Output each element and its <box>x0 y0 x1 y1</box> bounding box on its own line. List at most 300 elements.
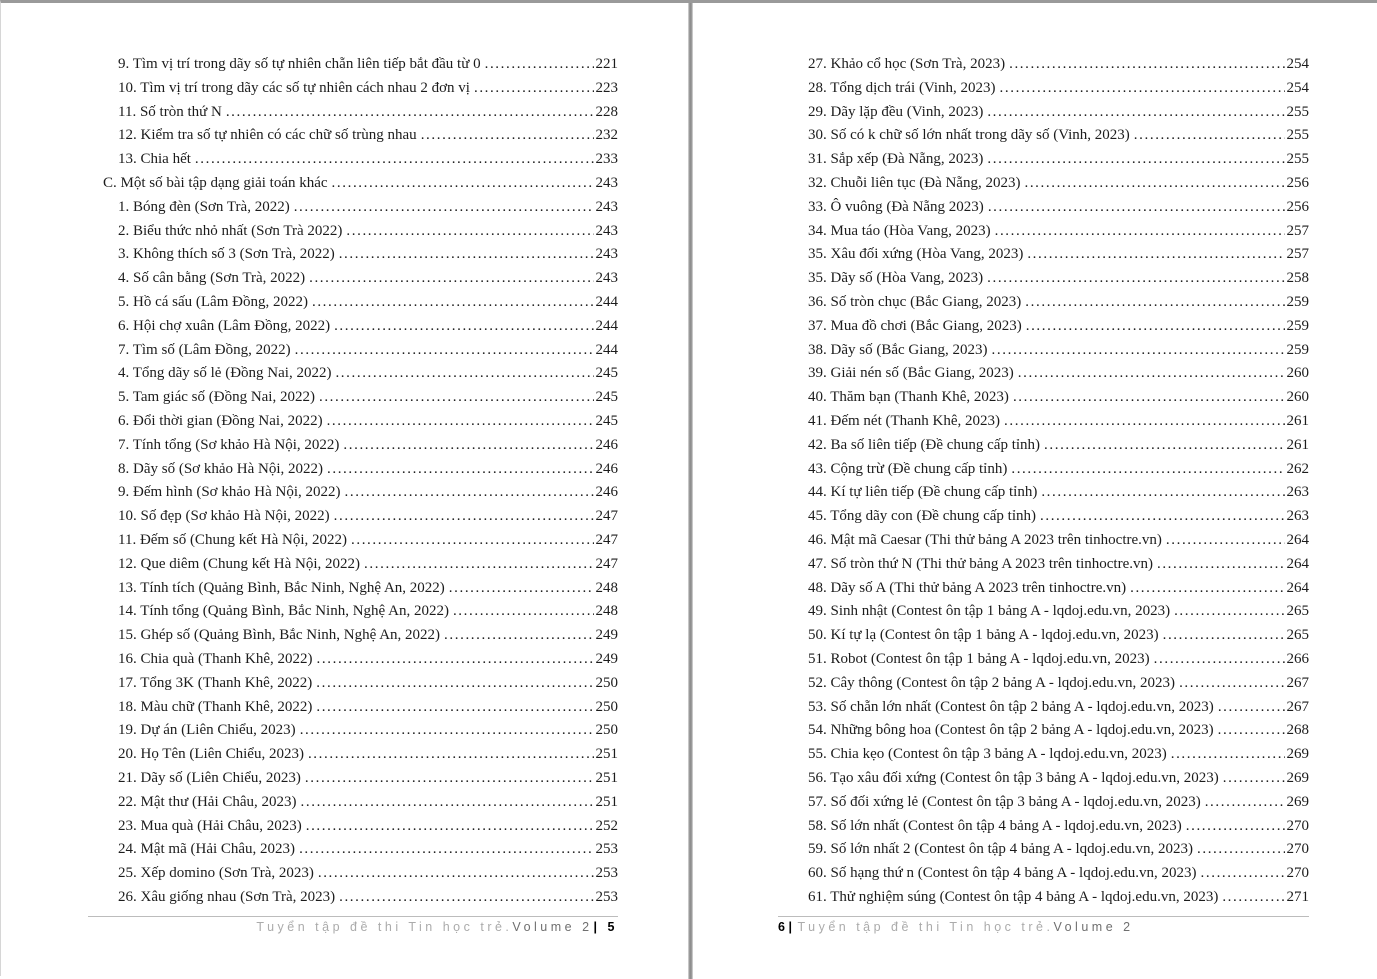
toc-entry[interactable] <box>88 553 618 577</box>
toc-entry-title: 7. Tìm số (Lâm Đồng, 2022) <box>118 341 291 358</box>
toc-entry-page-number: 266 <box>1286 650 1309 667</box>
toc-entry-title: 34. Mua táo (Hòa Vang, 2023) <box>808 222 991 239</box>
toc-leader-dots <box>317 648 594 672</box>
toc-leader-dots <box>995 220 1285 244</box>
toc-entry[interactable] <box>88 886 618 910</box>
toc-entry[interactable] <box>778 767 1309 791</box>
toc-entry-page-number: 263 <box>1286 508 1309 525</box>
toc-leader-dots <box>987 267 1284 291</box>
toc-entry-title: 23. Mua quà (Hải Châu, 2023) <box>118 817 302 834</box>
toc-entry[interactable] <box>778 220 1309 244</box>
toc-leader-dots <box>1171 743 1285 767</box>
toc-entry[interactable] <box>88 291 618 315</box>
toc-entry-page-number: 247 <box>595 531 618 548</box>
toc-entry-page-number: 244 <box>595 341 618 358</box>
toc-entry-page-number: 257 <box>1286 222 1309 239</box>
toc-entry-page-number: 265 <box>1286 627 1309 644</box>
toc-entry-title: 22. Mật thư (Hải Châu, 2023) <box>118 793 297 810</box>
toc-leader-dots <box>346 220 593 244</box>
toc-entry-page-number: 246 <box>595 436 618 453</box>
toc-leader-dots <box>1011 458 1284 482</box>
toc-entry-page-number: 257 <box>1286 246 1309 263</box>
toc-entry[interactable] <box>88 124 618 148</box>
toc-entry-title: 52. Cây thông (Contest ôn tập 2 bảng A - lqdoj.edu.vn, 2023) <box>808 674 1176 691</box>
toc-entry-page-number: 269 <box>1286 769 1309 786</box>
toc-entry-title: 14. Tính tổng (Quảng Bình, Bắc Ninh, Nghệ An, 2022) <box>118 603 449 620</box>
toc-entry-title: 41. Đếm nét (Thanh Khê, 2023) <box>808 412 1001 429</box>
toc-leader-dots <box>444 624 593 648</box>
toc-entry-page-number: 270 <box>1286 817 1309 834</box>
toc-entry-title: 4. Tổng dãy số lẻ (Đồng Nai, 2022) <box>118 365 332 382</box>
toc-leader-dots <box>1163 624 1285 648</box>
toc-entry-title: 59. Số lớn nhất 2 (Contest ôn tập 4 bảng A - lqdoj.edu.vn, 2023) <box>808 841 1193 858</box>
toc-leader-dots <box>343 434 593 458</box>
toc-entry[interactable] <box>778 101 1309 125</box>
toc-leader-dots <box>1154 648 1285 672</box>
toc-entry-title: 6. Đổi thời gian (Đồng Nai, 2022) <box>118 412 323 429</box>
toc-entry-page-number: 253 <box>595 865 618 882</box>
toc-entry-page-number: 264 <box>1286 579 1309 596</box>
toc-entry[interactable] <box>88 172 618 196</box>
toc-entry-page-number: 269 <box>1286 746 1309 763</box>
toc-entry-title: 16. Chia quà (Thanh Khê, 2022) <box>118 650 313 667</box>
footer-page-number: 5 <box>607 920 618 934</box>
toc-leader-dots <box>1026 315 1285 339</box>
toc-leader-dots <box>294 196 594 220</box>
toc-leader-dots <box>987 148 1284 172</box>
footer-page-number: 6 <box>778 920 789 934</box>
toc-entry-title: 26. Xâu giống nhau (Sơn Trà, 2023) <box>118 888 336 905</box>
toc-entry-title: 36. Số tròn chục (Bắc Giang, 2023) <box>808 293 1022 310</box>
toc-leader-dots <box>449 577 594 601</box>
toc-leader-dots <box>1186 815 1285 839</box>
toc-entry-title: 46. Mật mã Caesar (Thi thử bảng A 2023 trên tinhoctre.vn) <box>808 531 1162 548</box>
toc-leader-dots <box>1041 481 1284 505</box>
toc-entry[interactable] <box>88 196 618 220</box>
toc-entry-title: 19. Dự án (Liên Chiểu, 2023) <box>118 722 296 739</box>
toc-entry-page-number: 271 <box>1286 888 1309 905</box>
toc-leader-dots <box>1218 719 1285 743</box>
toc-entry[interactable] <box>88 53 618 77</box>
toc-leader-dots <box>226 101 594 125</box>
toc-entry-page-number: 243 <box>595 174 618 191</box>
toc-entry[interactable] <box>88 696 618 720</box>
toc-entry-title: 49. Sinh nhật (Contest ôn tập 1 bảng A - lqdoj.edu.vn, 2023) <box>808 603 1171 620</box>
toc-entry[interactable] <box>88 220 618 244</box>
toc-leader-dots <box>421 124 594 148</box>
toc-entry-title: 10. Tìm vị trí trong dãy các số tự nhiên cách nhau 2 đơn vị <box>118 79 470 96</box>
toc-entry-title: 37. Mua đồ chơi (Bắc Giang, 2023) <box>808 317 1022 334</box>
toc-entry-page-number: 259 <box>1286 341 1309 358</box>
toc-leader-dots <box>309 267 593 291</box>
toc-entry-page-number: 259 <box>1286 293 1309 310</box>
toc-leader-dots <box>312 291 594 315</box>
toc-entry-page-number: 268 <box>1286 722 1309 739</box>
toc-entry[interactable] <box>778 719 1309 743</box>
toc-entry-title: 10. Số đẹp (Sơ khảo Hà Nội, 2022) <box>118 508 330 525</box>
toc-leader-dots <box>195 148 594 172</box>
toc-entry[interactable] <box>778 77 1309 101</box>
toc-leader-dots <box>1179 672 1284 696</box>
toc-entry-title: 58. Số lớn nhất (Contest ôn tập 4 bảng A - lqdoj.edu.vn, 2023) <box>808 817 1182 834</box>
toc-entry-page-number: 260 <box>1286 389 1309 406</box>
toc-leader-dots <box>339 886 593 910</box>
toc-entry-title: 40. Thăm bạn (Thanh Khê, 2023) <box>808 389 1009 406</box>
toc-entry-title: 4. Số cân bằng (Sơn Trà, 2022) <box>118 270 306 287</box>
toc-entry-title: 24. Mật mã (Hải Châu, 2023) <box>118 841 296 858</box>
toc-entry-title: 11. Số tròn thứ N <box>118 103 222 120</box>
toc-entry[interactable] <box>778 624 1309 648</box>
toc-entry-title: 12. Que diêm (Chung kết Hà Nội, 2022) <box>118 555 361 572</box>
toc-entry-title: 42. Ba số liên tiếp (Đề chung cấp tỉnh) <box>808 436 1041 453</box>
footer-separator: | <box>788 920 796 934</box>
toc-leader-dots <box>1004 410 1284 434</box>
toc-entry-title: 45. Tổng dãy con (Đề chung cấp tỉnh) <box>808 508 1036 525</box>
toc-entry-title: 35. Xâu đối xứng (Hòa Vang, 2023) <box>808 246 1024 263</box>
footer-series-title: Tuyển tập đề thi Tin học trẻ. <box>256 920 513 934</box>
toc-leader-dots <box>1205 791 1285 815</box>
toc-entry-page-number: 248 <box>595 603 618 620</box>
toc-leader-dots <box>1157 553 1285 577</box>
toc-entry-title: 11. Đếm số (Chung kết Hà Nội, 2022) <box>118 531 347 548</box>
toc-entry[interactable] <box>778 886 1309 910</box>
toc-entry[interactable] <box>778 434 1309 458</box>
toc-entry-title: 13. Chia hết <box>118 151 191 168</box>
toc-leader-dots <box>305 767 594 791</box>
toc-entry[interactable] <box>778 529 1309 553</box>
toc-entry-title: 54. Những bông hoa (Contest ôn tập 2 bảng A - lqdoj.edu.vn, 2023) <box>808 722 1214 739</box>
toc-entry[interactable] <box>778 577 1309 601</box>
toc-leader-dots <box>1223 767 1285 791</box>
footer-volume-label: Volume 2 <box>512 920 593 934</box>
toc-entry[interactable] <box>778 481 1309 505</box>
toc-entry[interactable] <box>778 553 1309 577</box>
toc-leader-dots <box>1201 862 1285 886</box>
toc-leader-dots <box>1166 529 1285 553</box>
toc-leader-dots <box>334 505 594 529</box>
toc-entry-page-number: 260 <box>1286 365 1309 382</box>
page-footer-left <box>88 916 618 934</box>
toc-entry-page-number: 259 <box>1286 317 1309 334</box>
toc-entry-page-number: 262 <box>1286 460 1309 477</box>
toc-entry-title: 15. Ghép số (Quảng Bình, Bắc Ninh, Nghệ An, 2022) <box>118 627 441 644</box>
toc-leader-dots <box>364 553 593 577</box>
toc-entry-title: 7. Tính tổng (Sơ khảo Hà Nội, 2022) <box>118 436 340 453</box>
toc-entry-title: 17. Tổng 3K (Thanh Khê, 2022) <box>118 674 313 691</box>
toc-entry-title: 51. Robot (Contest ôn tập 1 bảng A - lqdoj.edu.vn, 2023) <box>808 650 1150 667</box>
toc-entry[interactable] <box>88 838 618 862</box>
toc-leader-dots <box>1018 362 1285 386</box>
toc-entry[interactable] <box>778 196 1309 220</box>
page-divider <box>688 3 693 979</box>
toc-entry-page-number: 254 <box>1286 56 1309 72</box>
toc-leader-dots <box>1174 600 1284 624</box>
toc-entry-title: 38. Dãy số (Bắc Giang, 2023) <box>808 341 988 358</box>
toc-entry[interactable] <box>778 267 1309 291</box>
toc-leader-dots <box>299 838 593 862</box>
toc-entry[interactable] <box>778 124 1309 148</box>
toc-entry[interactable] <box>88 458 618 482</box>
toc-entry[interactable] <box>88 362 618 386</box>
toc-entry-page-number: 254 <box>1286 79 1309 96</box>
toc-entry-page-number: 252 <box>595 817 618 834</box>
toc-leader-dots <box>332 172 594 196</box>
toc-entry[interactable] <box>88 719 618 743</box>
toc-entry[interactable] <box>778 362 1309 386</box>
toc-leader-dots <box>334 315 593 339</box>
toc-leader-dots <box>1027 243 1284 267</box>
toc-entry[interactable] <box>88 243 618 267</box>
toc-entry-title: 31. Sắp xếp (Đà Nẵng, 2023) <box>808 151 984 168</box>
toc-entry[interactable] <box>88 339 618 363</box>
toc-entry-page-number: 265 <box>1286 603 1309 620</box>
toc-entry-title: 9. Tìm vị trí trong dãy số tự nhiên chẵn liên tiếp bắt đầu từ 0 <box>118 56 481 72</box>
toc-entry[interactable] <box>88 767 618 791</box>
toc-leader-dots <box>327 458 594 482</box>
toc-leader-dots <box>301 791 594 815</box>
toc-entry-title: 57. Số đối xứng lẻ (Contest ôn tập 3 bảng A - lqdoj.edu.vn, 2023) <box>808 793 1201 810</box>
toc-entry[interactable] <box>88 743 618 767</box>
toc-entry[interactable] <box>88 600 618 624</box>
toc-entry-page-number: 245 <box>595 412 618 429</box>
toc-entry[interactable] <box>88 386 618 410</box>
toc-entry-page-number: 270 <box>1286 865 1309 882</box>
toc-entry[interactable] <box>778 243 1309 267</box>
toc-entry-title: 5. Hồ cá sấu (Lâm Đồng, 2022) <box>118 293 308 310</box>
toc-entry-page-number: 258 <box>1286 270 1309 287</box>
toc-entry-page-number: 270 <box>1286 841 1309 858</box>
toc-entry[interactable] <box>88 648 618 672</box>
toc-entry-title: 55. Chia kẹo (Contest ôn tập 3 bảng A - lqdoj.edu.vn, 2023) <box>808 746 1167 763</box>
toc-entry-page-number: 232 <box>595 127 618 144</box>
toc-entry[interactable] <box>88 815 618 839</box>
toc-entry[interactable] <box>778 172 1309 196</box>
toc-leader-dots <box>308 743 594 767</box>
footer-separator: | <box>593 920 601 934</box>
toc-entry[interactable] <box>778 672 1309 696</box>
toc-entry-page-number: 243 <box>595 246 618 263</box>
toc-entry-page-number: 255 <box>1286 127 1309 144</box>
toc-entry[interactable] <box>778 53 1309 77</box>
toc-entry[interactable] <box>88 77 618 101</box>
toc-entry[interactable] <box>88 791 618 815</box>
toc-entry-page-number: 251 <box>595 769 618 786</box>
toc-entry[interactable] <box>778 862 1309 886</box>
toc-entry[interactable] <box>88 267 618 291</box>
toc-entry-page-number: 261 <box>1286 436 1309 453</box>
toc-entry-page-number: 246 <box>595 460 618 477</box>
toc-leader-dots <box>1222 886 1284 910</box>
toc-entry-page-number: 228 <box>595 103 618 120</box>
toc-entry-page-number: 248 <box>595 579 618 596</box>
toc-entry-page-number: 267 <box>1286 674 1309 691</box>
toc-entry-title: 50. Kí tự lạ (Contest ôn tập 1 bảng A - lqdoj.edu.vn, 2023) <box>808 627 1159 644</box>
toc-entry-page-number: 253 <box>595 841 618 858</box>
toc-entry-title: 13. Tính tích (Quảng Bình, Bắc Ninh, Nghệ An, 2022) <box>118 579 445 596</box>
toc-leader-dots <box>1197 838 1285 862</box>
toc-entry[interactable] <box>88 148 618 172</box>
toc-entry-page-number: 253 <box>595 888 618 905</box>
toc-entry[interactable] <box>88 315 618 339</box>
toc-entries-right-page <box>778 53 1309 910</box>
toc-entry[interactable] <box>778 505 1309 529</box>
toc-leader-dots <box>300 719 594 743</box>
toc-entry[interactable] <box>778 815 1309 839</box>
toc-entry-title: 20. Họ Tên (Liên Chiểu, 2023) <box>118 746 304 763</box>
toc-leader-dots <box>318 862 594 886</box>
toc-entry-title: 27. Khảo cổ học (Sơn Trà, 2023) <box>808 56 1006 72</box>
toc-leader-dots <box>987 101 1284 125</box>
toc-entry[interactable] <box>778 339 1309 363</box>
toc-leader-dots <box>1009 53 1284 77</box>
toc-leader-dots <box>1000 77 1285 101</box>
toc-leader-dots <box>453 600 594 624</box>
toc-entry-page-number: 250 <box>595 674 618 691</box>
toc-entry-title: 56. Tạo xâu đối xứng (Contest ôn tập 3 bảng A - lqdoj.edu.vn, 2023) <box>808 769 1219 786</box>
toc-leader-dots <box>306 815 594 839</box>
toc-entry-title: 47. Số tròn thứ N (Thi thử bảng A 2023 trên tinhoctre.vn) <box>808 555 1153 572</box>
toc-entry-title: 6. Hội chợ xuân (Lâm Đồng, 2022) <box>118 317 331 334</box>
toc-entry-title: 28. Tổng dịch trái (Vinh, 2023) <box>808 79 996 96</box>
toc-entry-page-number: 256 <box>1286 174 1309 191</box>
toc-entry-title: 5. Tam giác số (Đồng Nai, 2022) <box>118 389 315 406</box>
toc-entry-title: 44. Kí tự liên tiếp (Đề chung cấp tỉnh) <box>808 484 1038 501</box>
toc-leader-dots <box>295 339 594 363</box>
toc-leader-dots <box>474 77 594 101</box>
toc-entry-page-number: 255 <box>1286 103 1309 120</box>
toc-entry[interactable] <box>778 458 1309 482</box>
toc-entry-title: 48. Dãy số A (Thi thử bảng A 2023 trên tinhoctre.vn) <box>808 579 1127 596</box>
toc-entry-page-number: 267 <box>1286 698 1309 715</box>
toc-leader-dots <box>316 672 593 696</box>
toc-entry-title: 53. Số chẵn lớn nhất (Contest ôn tập 2 bảng A - lqdoj.edu.vn, 2023) <box>808 698 1214 715</box>
toc-entry-title: 25. Xếp domino (Sơn Trà, 2023) <box>118 865 314 882</box>
toc-entry-page-number: 223 <box>595 79 618 96</box>
toc-leader-dots <box>1013 386 1285 410</box>
toc-entry[interactable] <box>88 529 618 553</box>
toc-entry-page-number: 244 <box>595 317 618 334</box>
toc-entry-page-number: 251 <box>595 793 618 810</box>
toc-entry-page-number: 245 <box>595 365 618 382</box>
toc-entry-title: 21. Dãy số (Liên Chiểu, 2023) <box>118 769 301 786</box>
toc-entry-title: 35. Dãy số (Hòa Vang, 2023) <box>808 270 984 287</box>
toc-entry[interactable] <box>88 505 618 529</box>
toc-entry-page-number: 246 <box>595 484 618 501</box>
toc-leader-dots <box>351 529 594 553</box>
page-footer-right <box>778 916 1309 934</box>
toc-entries-left-page <box>88 53 618 910</box>
toc-entry-page-number: 247 <box>595 555 618 572</box>
toc-entry[interactable] <box>88 577 618 601</box>
toc-leader-dots <box>1130 577 1284 601</box>
toc-entry-title: 12. Kiểm tra số tự nhiên có các chữ số trùng nhau <box>118 127 417 144</box>
toc-entry-page-number: 251 <box>595 746 618 763</box>
toc-entry-title: 39. Giải nén số (Bắc Giang, 2023) <box>808 365 1014 382</box>
toc-entry[interactable] <box>778 743 1309 767</box>
toc-leader-dots <box>345 481 594 505</box>
toc-entry[interactable] <box>88 481 618 505</box>
toc-entry[interactable] <box>778 148 1309 172</box>
toc-entry-page-number: 243 <box>595 198 618 215</box>
toc-leader-dots <box>339 243 594 267</box>
toc-entry-page-number: 245 <box>595 389 618 406</box>
toc-entry[interactable] <box>88 434 618 458</box>
footer-series-title: Tuyển tập đề thi Tin học trẻ. <box>797 920 1054 934</box>
toc-leader-dots <box>316 696 593 720</box>
toc-entry-title: 3. Không thích số 3 (Sơn Trà, 2022) <box>118 246 335 263</box>
toc-entry-page-number: 250 <box>595 722 618 739</box>
toc-entry-title: 33. Ô vuông (Đà Nẵng 2023) <box>808 198 984 215</box>
toc-entry-title: 30. Số có k chữ số lớn nhất trong dãy số (Vinh, 2023) <box>808 127 1130 144</box>
toc-entry[interactable] <box>778 696 1309 720</box>
toc-entry-title: 61. Thử nghiệm súng (Contest ôn tập 4 bảng A - lqdoj.edu.vn, 2023) <box>808 888 1219 905</box>
toc-leader-dots <box>988 196 1285 220</box>
toc-leader-dots <box>319 386 594 410</box>
toc-entry[interactable] <box>88 410 618 434</box>
toc-entry-page-number: 243 <box>595 270 618 287</box>
toc-leader-dots <box>1044 434 1284 458</box>
toc-entry[interactable] <box>778 600 1309 624</box>
toc-entry[interactable] <box>778 791 1309 815</box>
toc-entry-title: 2. Biểu thức nhỏ nhất (Sơn Trà 2022) <box>118 222 343 239</box>
toc-entry-page-number: 249 <box>595 627 618 644</box>
toc-entry[interactable] <box>778 386 1309 410</box>
toc-entry[interactable] <box>778 291 1309 315</box>
toc-entry[interactable] <box>88 862 618 886</box>
toc-entry[interactable] <box>778 648 1309 672</box>
toc-entry[interactable] <box>778 410 1309 434</box>
toc-leader-dots <box>1218 696 1285 720</box>
toc-leader-dots <box>485 53 594 77</box>
toc-entry-page-number: 244 <box>595 293 618 310</box>
toc-entry-page-number: 250 <box>595 698 618 715</box>
toc-entry-page-number: 221 <box>595 56 618 72</box>
toc-leader-dots <box>1040 505 1285 529</box>
toc-leader-dots <box>327 410 594 434</box>
toc-entry-page-number: 255 <box>1286 151 1309 168</box>
toc-entry-title: 43. Cộng trừ (Đề chung cấp tỉnh) <box>808 460 1008 477</box>
toc-entry-page-number: 243 <box>595 222 618 239</box>
toc-entry[interactable] <box>778 838 1309 862</box>
toc-entry-title: 29. Dãy lặp đều (Vinh, 2023) <box>808 103 984 120</box>
toc-leader-dots <box>1134 124 1285 148</box>
toc-leader-dots <box>1025 291 1284 315</box>
toc-leader-dots <box>1024 172 1284 196</box>
toc-entry-title: 60. Số hạng thứ n (Contest ôn tập 4 bảng A - lqdoj.edu.vn, 2023) <box>808 865 1197 882</box>
toc-entry-page-number: 264 <box>1286 555 1309 572</box>
toc-entry[interactable] <box>88 672 618 696</box>
toc-entry-page-number: 233 <box>595 151 618 168</box>
toc-entry[interactable] <box>88 624 618 648</box>
toc-entry-title: 32. Chuỗi liên tục (Đà Nẵng, 2023) <box>808 174 1021 191</box>
toc-entry-page-number: 263 <box>1286 484 1309 501</box>
toc-entry-page-number: 269 <box>1286 793 1309 810</box>
toc-entry-title: 9. Đếm hình (Sơ khảo Hà Nội, 2022) <box>118 484 341 501</box>
footer-volume-label: Volume 2 <box>1053 920 1134 934</box>
toc-leader-dots <box>992 339 1285 363</box>
toc-leader-dots <box>335 362 593 386</box>
toc-entry-page-number: 264 <box>1286 531 1309 548</box>
toc-entry[interactable] <box>778 315 1309 339</box>
toc-entry-title: C. Một số bài tập dạng giải toán khác <box>103 174 328 191</box>
toc-entry-page-number: 261 <box>1286 412 1309 429</box>
toc-entry-title: 1. Bóng đèn (Sơn Trà, 2022) <box>118 198 290 215</box>
toc-entry-page-number: 256 <box>1286 198 1309 215</box>
toc-entry-title: 18. Màu chữ (Thanh Khê, 2022) <box>118 698 313 715</box>
toc-entry[interactable] <box>88 101 618 125</box>
toc-entry-title: 8. Dãy số (Sơ khảo Hà Nội, 2022) <box>118 460 323 477</box>
toc-entry-page-number: 247 <box>595 508 618 525</box>
